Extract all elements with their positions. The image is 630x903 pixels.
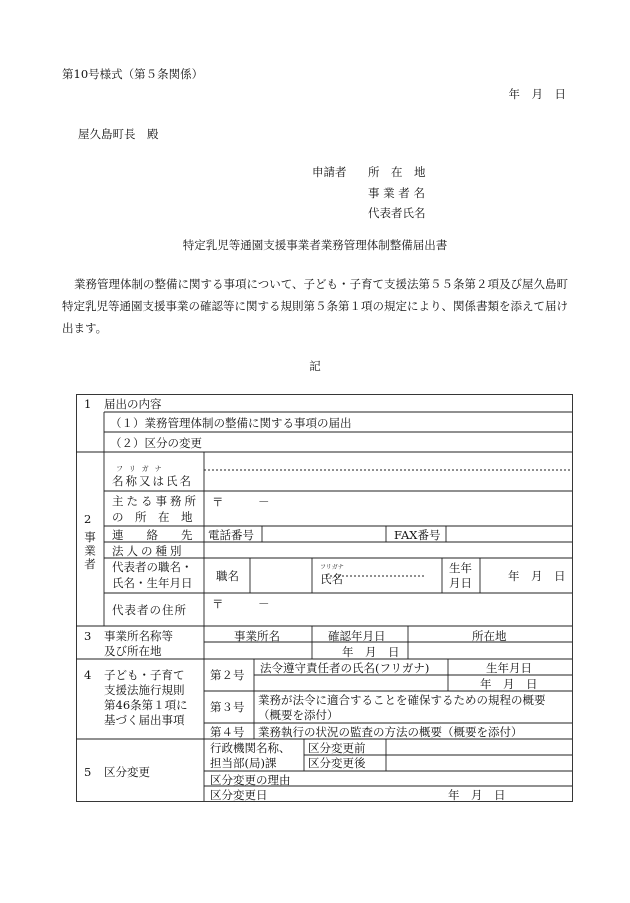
s1-item1: （１）業務管理体制の整備に関する事項の届出 [110,416,352,430]
s4-label-2: 支援法施行規則 [104,683,185,697]
s1-item2: （２）区分の変更 [110,436,202,450]
s3-label-1: 事業所名称等 [104,629,173,643]
s4-label-4: 基づく届出事項 [104,713,185,727]
org-label-1: 行政機関名称、 [210,741,291,755]
rep-label-1: 代表者の職名・ [112,560,193,574]
corp-type-label: 法人の種別 [112,544,185,558]
rep-label-2: 氏名・生年月日 [112,576,193,590]
officer-birth-date: 年 月 日 [480,677,538,691]
after-label: 区分変更後 [308,756,366,770]
no2-label: 第２号 [210,668,245,682]
reason-label: 区分変更の理由 [210,773,291,787]
rules-label-1: 業務が法令に適合することを確保するための規程の概要 [258,693,546,707]
s3-date: 年 月 日 [342,645,400,659]
form-table [76,394,573,802]
no4-label: 第４号 [210,725,245,739]
officer-birth-label: 生年月日 [486,661,532,675]
applicant-company-label: 事 業 者 名 [368,185,425,200]
s5-number: 5 [84,765,92,779]
officer-label: 法令遵守責任者の氏名(フリガナ) [260,661,430,675]
s2-vertical-label: 事業者 [83,531,97,572]
office-postal: 〒 － [212,495,270,509]
birth-label-1: 生年 [449,561,472,575]
form-number: 第10号様式（第５条関係） [62,67,204,81]
applicant-address-label: 所 在 地 [368,165,426,179]
rep-postal: 〒 － [212,597,270,611]
s3-col-date: 確認年月日 [328,629,386,643]
submission-date: 年 月 日 [508,87,566,101]
document-title: 特定乳児等通園支援事業者業務管理体制整備届出書 [182,238,448,252]
rep-address-label: 代表者の住所 [112,603,187,617]
applicant-label: 申請者 [312,165,347,179]
contact-label: 連 絡 先 [112,528,193,542]
birth-label-2: 月日 [449,576,472,590]
before-label: 区分変更前 [308,741,366,755]
s2-number: 2 [84,512,92,526]
s4-label-3: 第46条第１項に [104,698,188,712]
body-text: 業務管理体制の整備に関する事項について、子ども・子育て支援法第５５条第２項及び屋久島町特定乳児等通園支援事業の確認等に関する規則第５条第１項の規定により、関係書類を添えて届け出ます。 [62,277,569,335]
furigana-small-label: フリガナ [320,564,344,571]
addressee: 屋久島町長 殿 [78,127,159,141]
rules-label-2: （概要を添付） [258,708,339,722]
furigana-label: フリガナ [116,465,168,473]
s4-label-1: 子ども・子育て [104,668,185,682]
shimei-label: 氏名 [320,572,343,586]
office-label-2: の 所 在 地 [112,510,193,524]
office-label-1: 主たる事務所 [112,494,199,508]
change-date-value: 年 月 日 [448,788,506,802]
change-date-label: 区分変更日 [210,788,268,802]
org-label-2: 担当部(局)課 [210,756,277,770]
s5-label: 区分変更 [104,765,150,779]
applicant-rep-label: 代表者氏名 [368,206,426,220]
s4-number: 4 [84,668,92,682]
s1-title: 届出の内容 [104,397,162,411]
rep-birth-date: 年 月 日 [508,569,566,583]
s3-label-2: 及び所在地 [104,644,162,658]
applicant-block [312,162,440,224]
s3-number: 3 [84,629,92,643]
name-label: 名称又は氏名 [112,474,193,488]
s3-col-address: 所在地 [472,629,507,643]
job-label: 職名 [216,569,239,583]
audit-label: 業務執行の状況の監査の方法の概要（概要を添付） [258,725,523,739]
phone-label: 電話番号 [208,528,254,542]
no3-label: 第３号 [210,700,245,714]
fax-label: FAX番号 [394,528,441,542]
ki-heading: 記 [309,359,321,373]
s3-col-office: 事業所名 [234,629,280,643]
s1-number: 1 [84,397,92,411]
